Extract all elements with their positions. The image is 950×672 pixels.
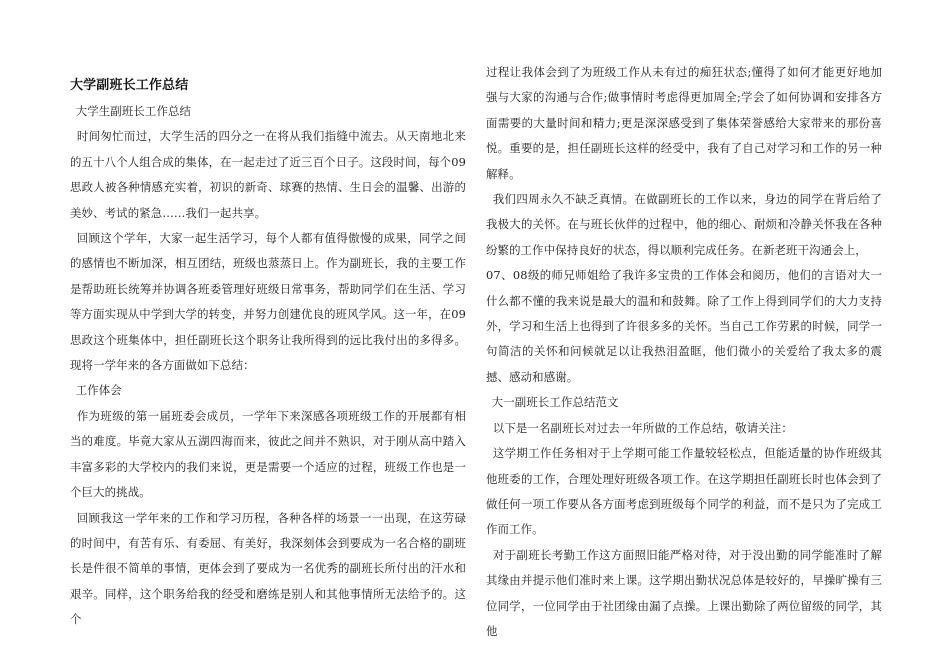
- left-column: [70, 76, 466, 633]
- paragraph: 回顾这个学年，大家一起生活学习，每个人都有值得傲慢的成果，同学之间的感情也不断加深，相互团结，班级也蒸蒸日上。作为副班长，我的主要工作是帮助班长统筹并协调各班委管理好班级日常事务，帮助同学们在生活、学习等方面实现从中学到大学的转变，并努力创建优良的班风学风。这一年，在09思政这个班集体中，担任副班长这个职务让我所得到的远比我付出的多得多。现将一学年来的各方面做如下总结：: [70, 231, 466, 373]
- paragraph: 时间匆忙而过，大学生活的四分之一在将从我们指缝中流去。从天南地北来的五十八个人组合成的集体，在一起走过了近三百个日子。这段时间，每个09思政人被各种情感充实着，初识的新奇、球赛的热情、生日会的温馨、出游的美妙、考试的紧急……我们一起共享。: [70, 129, 466, 220]
- paragraph: 回顾我这一学年来的工作和学习历程，各种各样的场景一一出现，在这劳碌的时间中，有苦有乐、有委屈、有美好，我深刻体会到要成为一名合格的副班长是件很不简单的事情，更体会到了要成为一名优秀的副班长所付出的汗水和艰辛。同样，这个职务给我的经受和磨练是别人和其他事情所无法给予的。这个: [70, 510, 466, 627]
- paragraph: 我们四周永久不缺乏真情。在做副班长的工作以来，身边的同学在背后给了我极大的关怀。在与班长伙伴的过程中，他的细心、耐烦和冷静关怀我在各种纷繁的工作中保持良好的状态，得以顺利完成任务。在新老班干沟通会上，: [486, 192, 882, 257]
- section-heading: 大学生副班长工作总结: [75, 104, 192, 118]
- paragraph: 这学期工作任务相对于上学期可能工作量较轻松点，但能适量的协作班级其他班委的工作，合理处理好班级各项工作。在这学期担任副班长时也体会到了做任何一项工作要从各方面考虑到班级每个同学的利益，而不是只为了完成工作而工作。: [486, 446, 882, 537]
- paragraph: 作为班级的第一届班委会成员，一学年下来深感各项班级工作的开展都有相当的难度。毕竟大家从五湖四海而来，彼此之间并不熟识，对于刚从高中踏入丰富多彩的大学校内的我们来说，更是需要一个适应的过程，班级工作也是一个巨大的挑战。: [70, 408, 466, 500]
- paragraph-continued: 过程让我体会到了为班级工作从未有过的痴狂状态;懂得了如何才能更好地加强与大家的沟通与合作;做事情时考虑得更加周全;学会了如何协调和安排各方面需要的大量时间和精力;更是深深感受到了集体荣誉感给大家带来的那份喜悦。重要的是，担任副班长这样的经受中，我有了自己对学习和工作的另一种解释。: [486, 65, 882, 181]
- paragraph-continued: 07、08级的师兄师姐给了我许多宝贵的工作体会和阅历，他们的言语对大一什么都不懂的我来说是最大的温和和鼓舞。除了工作上得到同学们的大力支持外，学习和生活上也得到了许很多多的关怀。当自己工作劳累的时候，同学一句简洁的关怀和问候就足以让我热泪盈眶，他们微小的关爱给了我太多的震撼、感动和感谢。: [486, 268, 882, 384]
- document-title: 大学副班长工作总结: [70, 78, 189, 93]
- section-heading: 大一副班长工作总结范文: [491, 395, 619, 410]
- paragraph: 以下是一名副班长对过去一年所做的工作总结，敬请关注：: [492, 420, 793, 435]
- section-heading: 工作体会: [75, 383, 122, 398]
- right-column: [486, 60, 882, 644]
- paragraph: 对于副班长考勤工作这方面照旧能严格对待，对于没出勤的同学能准时了解其缘由并提示他们准时来上课。这学期出勤状况总体是较好的，早操旷操有三位同学，一位同学由于社团缘由漏了点操。上课出勤除了两位留级的同学，其他: [486, 547, 882, 638]
